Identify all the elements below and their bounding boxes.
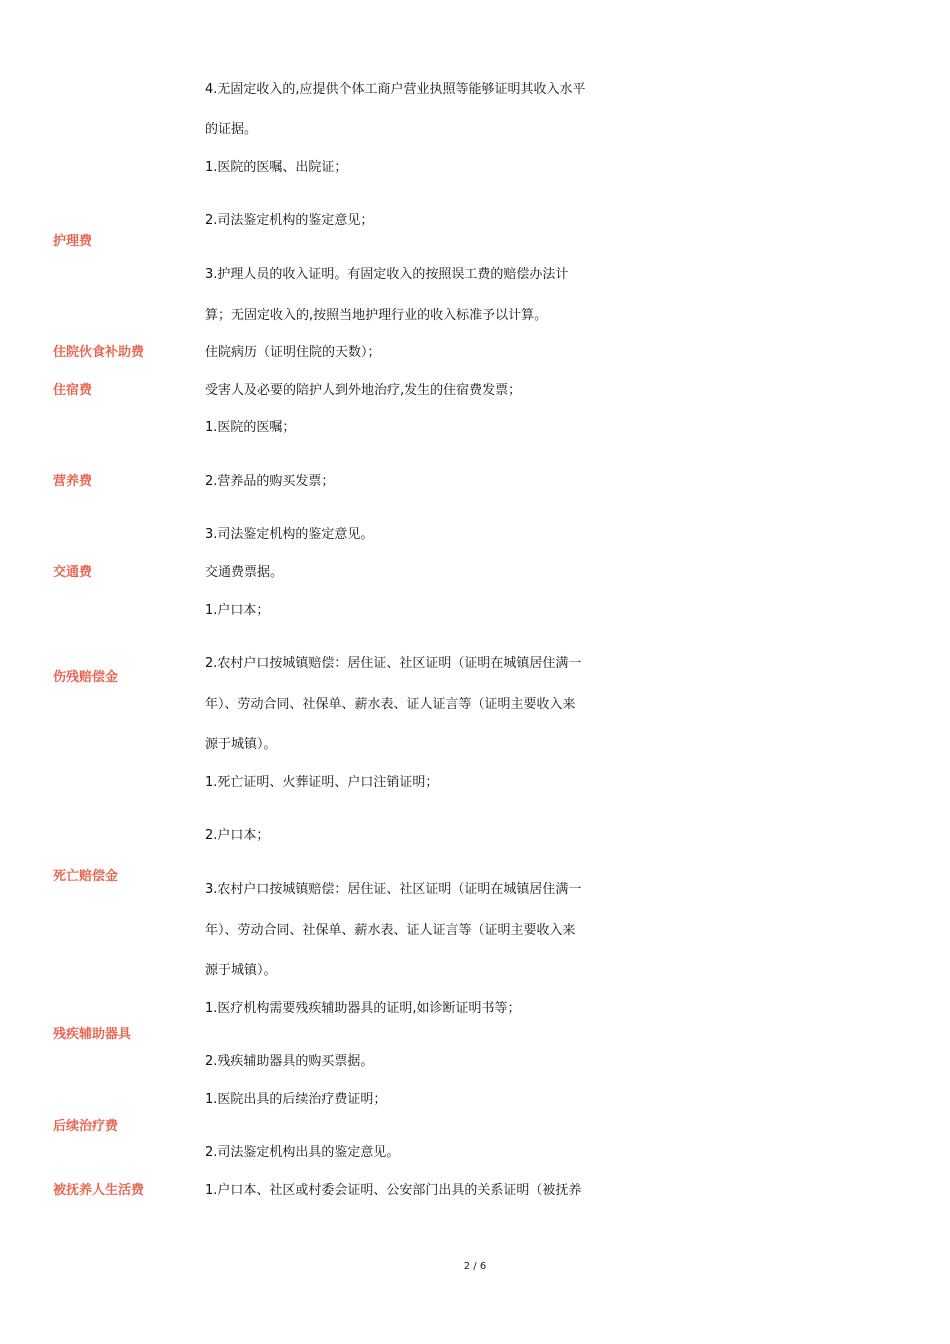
text-line: 2.残疾辅助器具的购买票据。 <box>205 1054 374 1069</box>
label-transport: 交通费 <box>53 565 93 580</box>
text-line: 受害人及必要的陪护人到外地治疗,发生的住宿费发票； <box>205 383 522 398</box>
label-nutrition: 营养费 <box>53 474 93 489</box>
label-nursing: 护理费 <box>53 234 93 249</box>
label-hospital-meal: 住院伙食补助费 <box>53 345 145 360</box>
text-line: 1.户口本； <box>205 603 270 618</box>
label-disability: 伤残赔偿金 <box>53 670 119 685</box>
text-line: 3.农村户口按城镇赔偿：居住证、社区证明（证明在城镇居住满一 <box>205 882 582 897</box>
text-line: 年）、劳动合同、社保单、薪水表、证人证言等（证明主要收入来 <box>205 697 576 712</box>
label-dependent: 被抚养人生活费 <box>53 1183 145 1198</box>
text-line: 4.无固定收入的,应提供个体工商户营业执照等能够证明其收入水平 <box>205 82 586 97</box>
text-line: 源于城镇）。 <box>205 963 277 978</box>
page-indicator: 2 / 6 <box>463 1261 487 1272</box>
text-line: 2.营养品的购买发票； <box>205 474 335 489</box>
text-line: 源于城镇）。 <box>205 737 277 752</box>
text-line: 1.医疗机构需要残疾辅助器具的证明,如诊断证明书等； <box>205 1001 521 1016</box>
text-line: 1.医院出具的后续治疗费证明； <box>205 1092 387 1107</box>
text-line: 2.农村户口按城镇赔偿：居住证、社区证明（证明在城镇居住满一 <box>205 656 582 671</box>
text-line: 1.死亡证明、火葬证明、户口注销证明； <box>205 775 439 790</box>
text-line: 的证据。 <box>205 122 258 137</box>
text-line: 1.医院的医嘱； <box>205 420 296 435</box>
text-line: 2.司法鉴定机构出具的鉴定意见。 <box>205 1145 400 1160</box>
label-assistive: 残疾辅助器具 <box>53 1027 132 1042</box>
text-line: 年）、劳动合同、社保单、薪水表、证人证言等（证明主要收入来 <box>205 923 576 938</box>
text-line: 1.户口本、社区或村委会证明、公安部门出具的关系证明（被抚养 <box>205 1183 582 1198</box>
label-death: 死亡赔偿金 <box>53 869 119 884</box>
text-line: 1.医院的医嘱、出院证； <box>205 160 348 175</box>
text-line: 算；无固定收入的,按照当地护理行业的收入标准予以计算。 <box>205 308 548 323</box>
text-line: 2.户口本； <box>205 828 270 843</box>
text-line: 3.司法鉴定机构的鉴定意见。 <box>205 527 374 542</box>
label-lodging: 住宿费 <box>53 383 93 398</box>
text-line: 交通费票据。 <box>205 565 284 580</box>
text-line: 住院病历（证明住院的天数）； <box>205 345 381 360</box>
text-line: 3.护理人员的收入证明。有固定收入的按照误工费的赔偿办法计 <box>205 267 569 282</box>
label-followup: 后续治疗费 <box>53 1119 119 1134</box>
text-line: 2.司法鉴定机构的鉴定意见； <box>205 213 374 228</box>
